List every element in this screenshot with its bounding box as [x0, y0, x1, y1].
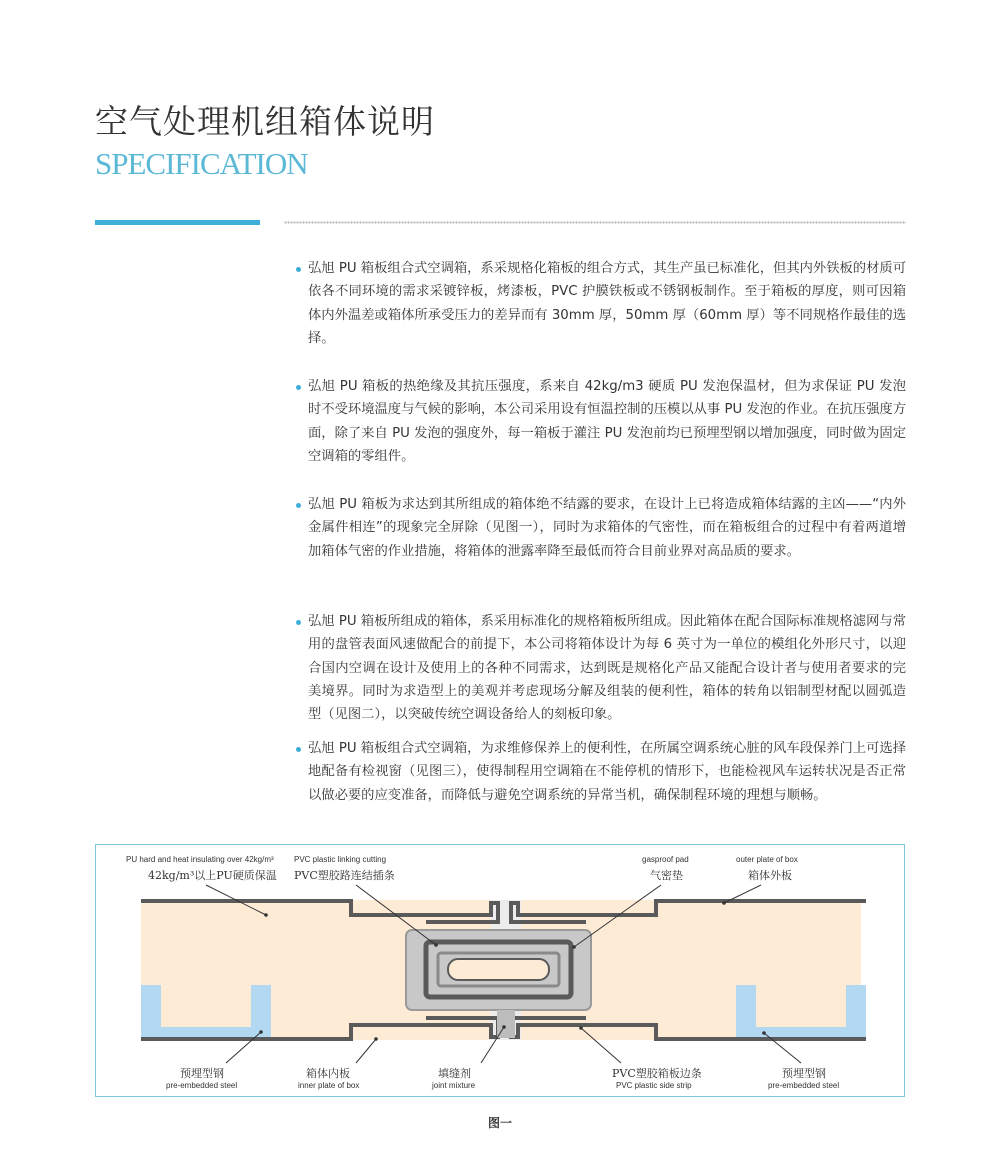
- label-outer-plate-cn: 箱体外板: [748, 869, 792, 882]
- page-subtitle: SPECIFICATION: [95, 146, 308, 181]
- panel-joint-diagram: [95, 844, 905, 1097]
- accent-bar: [95, 220, 260, 225]
- paragraph-2: 弘旭 PU 箱板的热绝缘及其抗压强度，系来自 42kg/m3 硬质 PU 发泡保温材，但为求保证 PU 发泡时不受环境温度与气候的影响，本公司采用设有恒温控制的压模以从事 PU 发泡的作业。在抗压强度方面，除了来自 PU 发泡的强度外，每一箱板于灌注 PU 发泡前均已预埋型钢以增加强度，同时做为固定空调箱的零组件。: [308, 375, 906, 468]
- label-joint-mixture-cn: 填缝剂: [438, 1067, 471, 1080]
- label-steel-left-cn: 预埋型钢: [180, 1067, 224, 1080]
- paragraph-3: 弘旭 PU 箱板为求达到其所组成的箱体绝不结露的要求，在设计上已将造成箱体结露的主凶——“内外金属件相连”的现象完全屏除（见图一），同时为求箱体的气密性，而在箱板组合的过程中有着两道增加箱体气密的作业措施，将箱体的泄露率降至最低而符合目前业界对高品质的要求。: [308, 493, 906, 563]
- label-side-strip-cn: PVC塑胶箱板边条: [612, 1067, 702, 1080]
- page-title: 空气处理机组箱体说明: [95, 102, 435, 141]
- label-inner-plate-cn: 箱体内板: [306, 1067, 350, 1080]
- label-gasket-cn: 气密垫: [650, 869, 683, 882]
- paragraph-5: 弘旭 PU 箱板组合式空调箱，为求维修保养上的便利性，在所属空调系统心脏的风车段保养门上可选择地配备有检视窗（见图三），使得制程用空调箱在不能停机的情形下，也能检视风车运转状况是否正常以做必要的应变准备，而降低与避免空调系统的异常当机，确保制程环境的理想与顺畅。: [308, 737, 906, 807]
- label-steel-right-cn: 预埋型钢: [782, 1067, 826, 1080]
- label-joint-mixture-en: joint mixture: [432, 1081, 476, 1090]
- label-inner-plate-en: inner plate of box: [298, 1081, 360, 1090]
- dotted-divider: [284, 221, 906, 224]
- paragraph-4: 弘旭 PU 箱板所组成的箱体，系采用标准化的规格箱板所组成。因此箱体在配合国际标准规格滤网与常用的盘管表面风速做配合的前提下，本公司将箱体设计为每 6 英寸为一单位的模组化外形尺寸，以迎合国内空调在设计及使用上的各种不同需求，达到既是规格化产品又能配合设计者与使用者要求的完美境界。同时为求造型上的美观并考虑现场分解及组装的便利性，箱体的转角以铝制型材配以圆弧造型（见图二），以突破传统空调设备给人的刻板印象。: [308, 610, 906, 726]
- label-pu-foam-en: PU hard and heat insulating over 42kg/m³: [126, 855, 274, 864]
- figure-caption: 图一: [487, 1116, 512, 1130]
- label-side-strip-en: PVC plastic side strip: [616, 1081, 692, 1090]
- paragraph-1: 弘旭 PU 箱板组合式空调箱，系采规格化箱板的组合方式，其生产虽已标准化，但其内外铁板的材质可依各不同环境的需求采镀锌板，烤漆板，PVC 护膜铁板或不锈钢板制作。至于箱板的厚度，则可因箱体内外温差或箱体所承受压力的差异而有 30mm 厚，50mm 厚（60mm 厚）等不同规格作最佳的选择。: [308, 257, 906, 350]
- label-steel-right-en: pre-embedded steel: [768, 1081, 840, 1090]
- label-gasket-en: gasproof pad: [642, 855, 689, 864]
- label-pu-foam-cn: 42kg/m³以上PU硬质保温: [148, 869, 277, 882]
- label-pvc-link-cn: PVC塑胶路连结插条: [294, 869, 395, 882]
- label-outer-plate-en: outer plate of box: [736, 855, 798, 864]
- label-steel-left-en: pre-embedded steel: [166, 1081, 238, 1090]
- label-pvc-link-en: PVC plastic linking cutting: [294, 855, 387, 864]
